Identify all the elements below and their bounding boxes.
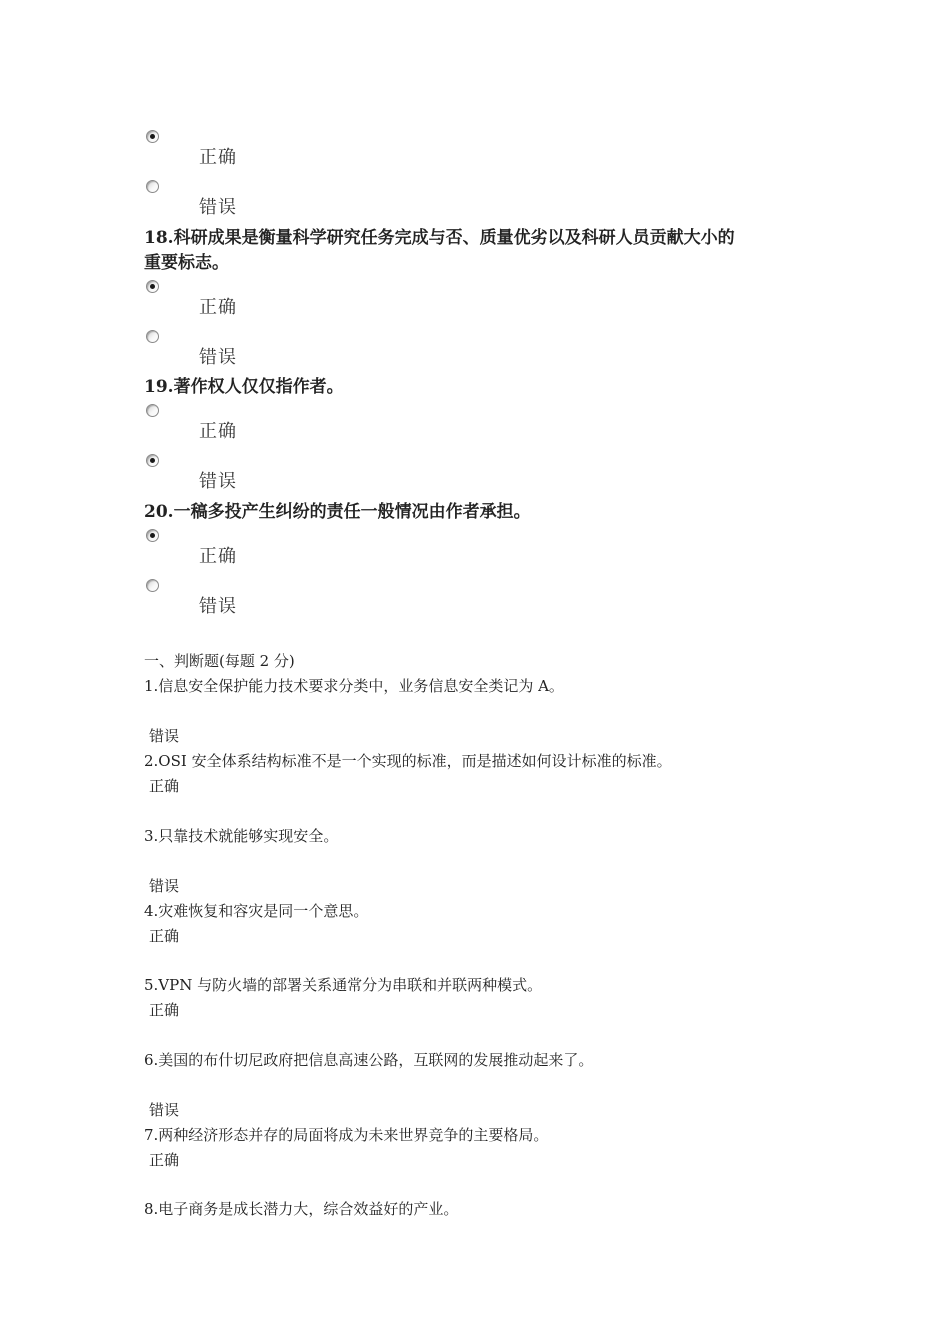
question-18-title-line1: 18.科研成果是衡量科学研究任务完成与否、质量优劣以及科研人员贡献大小的 [144,228,735,248]
radio-correct-20[interactable] [146,529,159,542]
radio-correct-17[interactable] [146,130,159,143]
option-label-wrong-19: 错误 [199,471,237,492]
radio-correct-18[interactable] [146,280,159,293]
question-18-title-line2: 重要标志。 [144,253,229,273]
item-4-question: 4.灾难恢复和容灾是同一个意思。 [144,902,369,920]
option-label-wrong-20: 错误 [199,596,237,617]
section-heading: 一、判断题(每题 2 分) [144,652,295,670]
option-label-correct-19: 正确 [199,421,237,442]
option-label-wrong-17: 错误 [199,197,237,218]
option-label-correct-18: 正确 [199,297,237,318]
radio-wrong-20[interactable] [146,579,159,592]
item-4-answer: 正确 [149,927,180,945]
radio-wrong-17[interactable] [146,180,159,193]
item-2-answer: 正确 [149,777,180,795]
item-1-answer: 错误 [149,727,180,745]
item-6-answer: 错误 [149,1101,180,1119]
option-label-correct-17: 正确 [199,147,237,168]
item-5-question: 5.VPN 与防火墙的部署关系通常分为串联和并联两种模式。 [144,976,543,994]
question-19-title: 19.著作权人仅仅指作者。 [144,377,344,397]
option-label-correct-20: 正确 [199,546,237,567]
item-7-question: 7.两种经济形态并存的局面将成为未来世界竞争的主要格局。 [144,1126,549,1144]
item-2-question: 2.OSI 安全体系结构标准不是一个实现的标准，而是描述如何设计标准的标准。 [144,752,672,770]
item-3-answer: 错误 [149,877,180,895]
item-7-answer: 正确 [149,1151,180,1169]
item-1-question: 1.信息安全保护能力技术要求分类中，业务信息安全类记为 A。 [144,677,564,695]
item-8-question: 8.电子商务是成长潜力大，综合效益好的产业。 [144,1200,459,1218]
option-label-wrong-18: 错误 [199,347,237,368]
question-20-title: 20.一稿多投产生纠纷的责任一般情况由作者承担。 [144,502,531,522]
item-5-answer: 正确 [149,1001,180,1019]
item-6-question: 6.美国的布什切尼政府把信息高速公路，互联网的发展推动起来了。 [144,1051,594,1069]
item-3-question: 3.只靠技术就能够实现安全。 [144,827,339,845]
radio-wrong-19[interactable] [146,454,159,467]
radio-wrong-18[interactable] [146,330,159,343]
radio-correct-19[interactable] [146,404,159,417]
